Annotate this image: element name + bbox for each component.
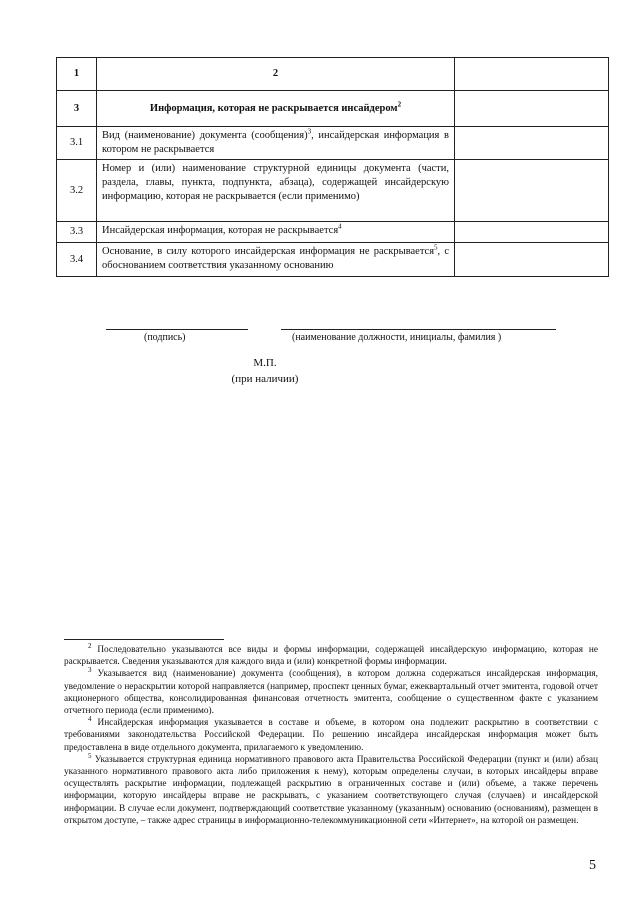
row-number: 3.1 [57, 127, 97, 160]
stamp-note: (при наличии) [231, 373, 299, 385]
row-value-cell [455, 160, 609, 222]
footnote-ref: 5 [434, 243, 438, 252]
footnote-separator [64, 639, 224, 640]
row-label: Основание, в силу которого инсайдерская информация не раскрывается$^5$, с обоснованием соответствия указанному основанию [97, 243, 455, 277]
table-row [57, 243, 609, 277]
row-number: 3.4 [57, 243, 97, 277]
table-row [57, 222, 609, 243]
row-label: Номер и (или) наименование структурной единицы документа (части, раздела, главы, пункта, подпункта, абзаца), содержащей инсайдерскую информацию, которая не раскрывается (если применимо) [97, 160, 455, 222]
row-label: Инсайдерская информация, которая не раскрывается$^4$ [97, 222, 455, 243]
footnote-2: $^2$ Последовательно указываются все виды и формы информации, содержащей инсайдерскую информацию, которая не раскрывается. Сведения указываются для каждого вида и (или) конкретной формы информации. [64, 641, 598, 668]
row-label: Вид (наименование) документа (сообщения)$^3$, инсайдерская информация в котором не раскрывается [97, 127, 455, 160]
row-value-cell [455, 127, 609, 160]
row-value-cell [455, 222, 609, 243]
footnote-4: $^4$ Инсайдерская информация указывается в составе и объеме, в котором она подлежит раскрытию в соответствии с требованиями законодательства Российской Федерации. По решению инсайдера инсайдерская информация может быть предоставлена в виде отдельного документа, прилагаемого к уведомлению. [64, 715, 598, 753]
row-value-cell [455, 243, 609, 277]
row-number: 3.2 [57, 160, 97, 222]
name-line [281, 329, 556, 330]
row-number: 3.3 [57, 222, 97, 243]
page-number: 5 [589, 858, 596, 873]
footnote-5: $^5$ Указывается структурная единица нормативного правового акта Правительства Российской Федерации (пункт и (или) абзац указанного нормативного правового акта либо приложения к нему), которым определены случаи, в которых инсайдеры вправе осуществлять раскрытие информации, подлежащей раскрытию в ограниченных составе и (или) объеме, а также перечень информации, которую инсайдеры вправе не раскрывать, с указанием соответствующего случая (случаев) и инсайдерской информации. В случае если документ, подтверждающий соответствие указанному (указанным) основанию (основаниям), размещен в открытом доступе, – также адрес страницы в информационно-телекоммуникационной сети «Интернет», на которой он размещен. [64, 751, 598, 826]
footnote-ref: 4 [338, 222, 342, 231]
footnote-ref: 3 [307, 127, 312, 136]
section-value-cell [455, 91, 609, 127]
section-row [57, 91, 609, 127]
footnotes [64, 641, 598, 827]
section-title: Информация, которая не раскрывается инсайдером$^2$ [97, 91, 455, 127]
table-row [57, 160, 609, 222]
section-number: 3 [57, 91, 97, 127]
header-col-2: 2 [97, 58, 455, 91]
name-caption: (наименование должности, инициалы, фамилия ) [292, 332, 502, 343]
table-row [57, 127, 609, 160]
signature-caption: (подпись) [144, 332, 186, 343]
stamp-label: М.П. [253, 357, 277, 369]
footnote-3: $^3$ Указывается вид (наименование) документа (сообщения), в котором должна содержаться инсайдерская информация, уведомление о нераскрытии которой направляется (например, проспект ценных бумаг, ежеквартальный отчет эмитента, годовой отчет акционерного общества, консолидированная финансовая отчетность эмитента, сообщение о существенном факте с указанием отчетного периода (если применимо). [64, 666, 598, 717]
insider-info-table [56, 57, 609, 277]
header-col-3 [455, 58, 609, 91]
footnote-ref: 2 [397, 100, 402, 108]
table-header-row [57, 58, 609, 91]
header-col-1: 1 [57, 58, 97, 91]
signature-line [106, 329, 248, 330]
